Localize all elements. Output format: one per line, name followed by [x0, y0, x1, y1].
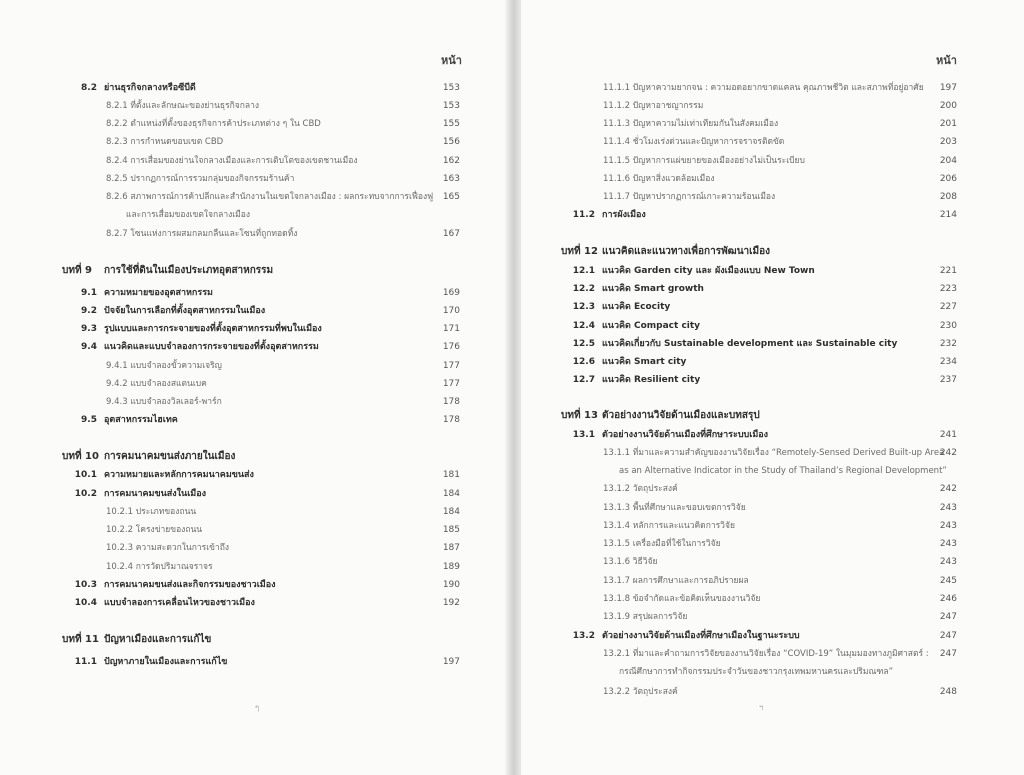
toc-title: 11.1.4 ชั่วโมงเร่งด่วนและปัญหาการจราจรติดขัด — [603, 137, 785, 147]
book-gutter — [505, 0, 521, 775]
toc-number: 12.6 — [572, 357, 595, 367]
toc-page-number: 197 — [442, 657, 460, 667]
toc-page-number: 245 — [939, 576, 957, 586]
toc-page-number: 167 — [442, 229, 460, 239]
toc-page-number: 243 — [939, 539, 957, 549]
toc-title: 13.1.6 วิธีวิจัย — [603, 557, 658, 567]
toc-title: รูปแบบและการกระจายของที่ตั้งอุตสาหกรรมที่พบในเมือง — [104, 324, 322, 334]
toc-page-number: 230 — [939, 321, 957, 331]
toc-title: ตัวอย่างงานวิจัยด้านเมืองและบทสรุป — [602, 410, 760, 421]
toc-title: แนวคิดและแบบจำลองการกระจายของที่ตั้งอุตสาหกรรม — [104, 342, 319, 352]
toc-page-number: 234 — [939, 357, 957, 367]
toc-page-number: 177 — [442, 379, 460, 389]
toc-page-number: 241 — [939, 430, 957, 440]
toc-page-number: 203 — [939, 137, 957, 147]
toc-number: 9.2 — [81, 306, 97, 316]
toc-title: ความหมายและหลักการคมนาคมขนส่ง — [104, 470, 254, 480]
toc-title: แนวคิด Garden city และ ผังเมืองแบบ New Town — [602, 266, 815, 276]
toc-number: 12.7 — [572, 375, 595, 385]
toc-number: บทที่ 11 — [62, 634, 99, 645]
toc-title: 10.2.2 โครงข่ายของถนน — [106, 525, 203, 535]
toc-page-number: 247 — [939, 631, 957, 641]
toc-page-number: 247 — [939, 649, 957, 659]
toc-title: การผังเมือง — [602, 210, 646, 220]
toc-title: 10.2.4 การวัดปริมาณจราจร — [106, 562, 213, 572]
toc-title: การคมนาคมขนส่งในเมือง — [104, 489, 206, 499]
toc-page-number: 248 — [939, 687, 957, 697]
page-column-header: หน้า — [936, 54, 957, 67]
toc-page-number: 162 — [442, 156, 460, 166]
toc-page-number: 178 — [442, 415, 460, 425]
toc-page-number: 189 — [442, 562, 460, 572]
toc-number: 9.5 — [81, 415, 97, 425]
toc-page-number: 232 — [939, 339, 957, 349]
toc-title: แนวคิด Smart city — [602, 357, 687, 367]
toc-title: 9.4.3 แบบจำลองวิลเลอร์-พาร์ก — [106, 397, 222, 407]
toc-title: ปัญหาภายในเมืองและการแก้ไข — [104, 657, 228, 667]
toc-page-number: 163 — [442, 174, 460, 184]
toc-title: และการเสื่อมของเขตใจกลางเมือง — [126, 210, 251, 220]
toc-number: 12.1 — [572, 266, 595, 276]
toc-number: 12.5 — [572, 339, 595, 349]
toc-page-number: 185 — [442, 525, 460, 535]
toc-title: ย่านธุรกิจกลางหรือซีบีดี — [104, 83, 196, 93]
toc-page-number: 177 — [442, 361, 460, 371]
toc-title: 11.1.2 ปัญหาอาชญากรรม — [603, 101, 704, 111]
toc-page-number: 243 — [939, 503, 957, 513]
toc-page-number: 201 — [939, 119, 957, 129]
toc-title: ตัวอย่างงานวิจัยด้านเมืองที่ศึกษาเมืองในฐานะระบบ — [602, 631, 800, 641]
toc-title: 13.1.3 พื้นที่ศึกษาและขอบเขตการวิจัย — [603, 503, 746, 513]
toc-title: การคมนาคมขนส่งภายในเมือง — [104, 451, 236, 462]
toc-title: 13.2.1 ที่มาและคำถามการวิจัยของงานวิจัยเรื่อง “COVID-19” ในมุมมองทางภูมิศาสตร์ : — [603, 649, 929, 659]
toc-title: 13.2.2 วัตถุประสงค์ — [603, 687, 678, 697]
toc-title: ตัวอย่างงานวิจัยด้านเมืองที่ศึกษาระบบเมือง — [602, 430, 769, 440]
toc-title: 13.1.5 เครื่องมือที่ใช้ในการวิจัย — [603, 539, 721, 549]
toc-page-number: 169 — [442, 288, 460, 298]
toc-page-number: 223 — [939, 284, 957, 294]
toc-title: 8.2.6 สภาพการณ์การค้าปลีกและสำนักงานในเขตใจกลางเมือง : ผลกระทบจากการเฟื่องฟู — [106, 192, 434, 202]
toc-title: 13.1.7 ผลการศึกษาและการอภิปรายผล — [603, 576, 749, 586]
toc-number: 12.2 — [572, 284, 595, 294]
toc-title: แนวคิดเกี่ยวกับ Sustainable development และ Sustainable city — [602, 339, 898, 349]
page-footer: ๆ — [255, 703, 260, 712]
toc-page-number: 165 — [442, 192, 460, 202]
toc-title: 8.2.2 ตำแหน่งที่ตั้งของธุรกิจการค้าประเภทต่าง ๆ ใน CBD — [106, 119, 321, 129]
toc-page-number: 192 — [442, 598, 460, 608]
toc-title: 10.2.3 ความสะดวกในการเข้าถึง — [106, 543, 229, 553]
toc-page-number: 200 — [939, 101, 957, 111]
table-of-contents-right — [513, 0, 1024, 775]
toc-number: 10.3 — [74, 580, 97, 590]
toc-page-number: 246 — [939, 594, 957, 604]
toc-title: แบบจำลองการเคลื่อนไหวของชาวเมือง — [104, 598, 255, 608]
toc-page-number: 171 — [442, 324, 460, 334]
toc-title: 13.1.9 สรุปผลการวิจัย — [603, 612, 688, 622]
toc-page-number: 214 — [939, 210, 957, 220]
toc-number: 11.2 — [572, 210, 595, 220]
toc-number: 12.4 — [572, 321, 595, 331]
toc-page-number: 242 — [939, 448, 957, 458]
toc-number: 10.1 — [74, 470, 97, 480]
page-footer: ฯ — [759, 703, 764, 712]
right-page — [513, 0, 1024, 775]
toc-title: 8.2.3 การกำหนดขอบเขต CBD — [106, 137, 224, 147]
toc-title: 13.1.2 วัตถุประสงค์ — [603, 484, 678, 494]
toc-title: 8.2.7 โซนแห่งการผสมกลมกลืนและโซนที่ถูกทอดทิ้ง — [106, 229, 298, 239]
toc-page-number: 206 — [939, 174, 957, 184]
toc-title: การคมนาคมขนส่งและกิจกรรมของชาวเมือง — [104, 580, 276, 590]
toc-title: กรณีศึกษาการทำกิจกรรมประจำวันของชาวกรุงเทพมหานครและปริมณฑล” — [619, 667, 894, 677]
toc-page-number: 178 — [442, 397, 460, 407]
toc-number: 13.1 — [572, 430, 595, 440]
toc-page-number: 176 — [442, 342, 460, 352]
toc-title: 8.2.4 การเสื่อมของย่านใจกลางเมืองและการเติบโตของเขตชานเมือง — [106, 156, 358, 166]
toc-page-number: 242 — [939, 484, 957, 494]
toc-title: 11.1.5 ปัญหาการแผ่ขยายของเมืองอย่างไม่เป็นระเบียบ — [603, 156, 805, 166]
toc-page-number: 156 — [442, 137, 460, 147]
toc-number: 10.4 — [74, 598, 97, 608]
toc-title: 11.1.1 ปัญหาความยากจน : ความอดอยากขาดแคลน คุณภาพชีวิต และสภาพที่อยู่อาศัย — [603, 83, 924, 93]
toc-title: 13.1.1 ที่มาและความสำคัญของงานวิจัยเรื่อง “Remotely-Sensed Derived Built-up Area — [603, 448, 945, 458]
toc-number: 8.2 — [81, 83, 97, 93]
toc-number: 13.2 — [572, 631, 595, 641]
toc-title: อุตสาหกรรมไฮเทค — [104, 415, 178, 425]
toc-title: 9.4.1 แบบจำลองขั้วความเจริญ — [106, 361, 222, 371]
toc-page-number: 227 — [939, 302, 957, 312]
toc-title: แนวคิด Ecocity — [602, 302, 671, 312]
toc-number: 9.4 — [81, 342, 97, 352]
toc-page-number: 184 — [442, 507, 460, 517]
toc-title: แนวคิด Compact city — [602, 321, 701, 331]
toc-page-number: 181 — [442, 470, 460, 480]
toc-title: 8.2.1 ที่ตั้งและลักษณะของย่านธุรกิจกลาง — [106, 101, 260, 111]
toc-title: 11.1.3 ปัญหาความไม่เท่าเทียมกันในสังคมเมือง — [603, 119, 779, 129]
toc-page-number: 190 — [442, 580, 460, 590]
toc-page-number: 155 — [442, 119, 460, 129]
toc-page-number: 153 — [442, 83, 460, 93]
toc-page-number: 170 — [442, 306, 460, 316]
toc-number: บทที่ 9 — [62, 265, 92, 276]
toc-title: 11.1.7 ปัญหาปรากฏการณ์เกาะความร้อนเมือง — [603, 192, 776, 202]
toc-title: 10.2.1 ประเภทของถนน — [106, 507, 197, 517]
toc-number: 11.1 — [74, 657, 97, 667]
toc-page-number: 184 — [442, 489, 460, 499]
toc-number: บทที่ 10 — [62, 451, 99, 462]
toc-page-number: 243 — [939, 557, 957, 567]
toc-title: 8.2.5 ปรากฏการณ์การรวมกลุ่มของกิจกรรมร้านค้า — [106, 174, 295, 184]
toc-number: 12.3 — [572, 302, 595, 312]
toc-page-number: 247 — [939, 612, 957, 622]
toc-page-number: 208 — [939, 192, 957, 202]
toc-title: แนวคิดและแนวทางเพื่อการพัฒนาเมือง — [602, 246, 771, 257]
toc-title: 9.4.2 แบบจำลองสแตนเบค — [106, 379, 207, 389]
page-column-header: หน้า — [441, 54, 462, 67]
toc-title: ปัจจัยในการเลือกที่ตั้งอุตสาหกรรมในเมือง — [104, 306, 266, 316]
toc-number: บทที่ 13 — [561, 410, 598, 421]
toc-number: บทที่ 12 — [561, 246, 598, 257]
toc-title: แนวคิด Smart growth — [602, 284, 704, 294]
toc-page-number: 197 — [939, 83, 957, 93]
left-page — [0, 0, 511, 775]
toc-page-number: 204 — [939, 156, 957, 166]
table-of-contents-left — [0, 0, 511, 775]
toc-title: การใช้ที่ดินในเมืองประเภทอุตสาหกรรม — [104, 265, 274, 276]
toc-title: 11.1.6 ปัญหาสิ่งแวดล้อมเมือง — [603, 174, 715, 184]
toc-title: แนวคิด Resilient city — [602, 375, 701, 385]
toc-page-number: 237 — [939, 375, 957, 385]
toc-page-number: 187 — [442, 543, 460, 553]
toc-page-number: 153 — [442, 101, 460, 111]
toc-page-number: 221 — [939, 266, 957, 276]
toc-title: as an Alternative Indicator in the Study of Thailand’s Regional Development” — [619, 466, 947, 476]
toc-title: 13.1.8 ข้อจำกัดและข้อคิดเห็นของงานวิจัย — [603, 594, 761, 604]
toc-number: 9.3 — [81, 324, 97, 334]
toc-title: ปัญหาเมืองและการแก้ไข — [104, 634, 212, 645]
toc-title: ความหมายของอุตสาหกรรม — [104, 288, 213, 298]
toc-number: 10.2 — [74, 489, 97, 499]
toc-page-number: 243 — [939, 521, 957, 531]
toc-number: 9.1 — [81, 288, 97, 298]
toc-title: 13.1.4 หลักการและแนวคิดการวิจัย — [603, 521, 735, 531]
